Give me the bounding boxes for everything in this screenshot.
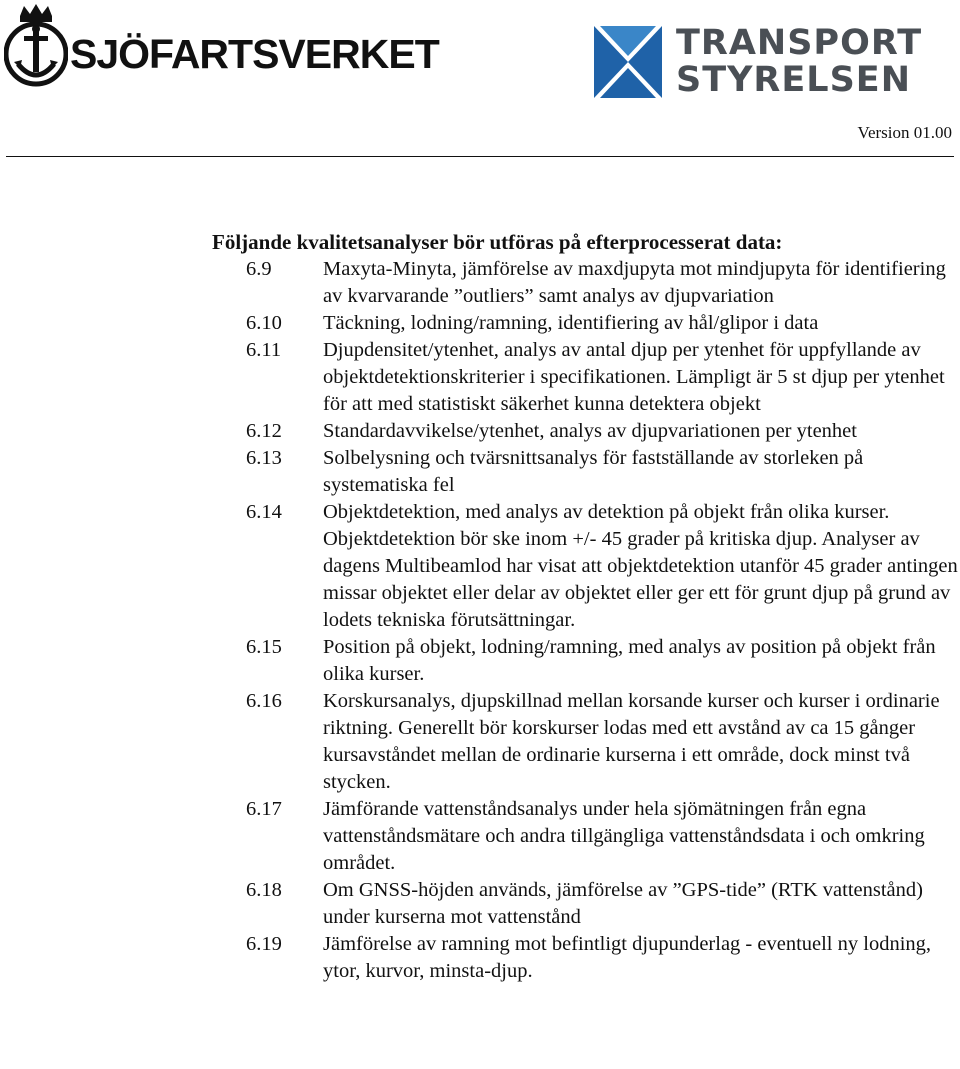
header-rule — [6, 156, 954, 157]
crown-anchor-crest-icon — [4, 2, 68, 94]
list-item — [212, 877, 960, 931]
item-text: Täckning, lodning/ramning, identifiering av hål/glipor i data — [323, 312, 819, 334]
list-item — [212, 310, 960, 337]
item-number: 6.13 — [246, 447, 282, 469]
item-number: 6.10 — [246, 312, 282, 334]
item-number: 6.18 — [246, 879, 282, 901]
section-heading: Följande kvalitetsanalyser bör utföras på efterprocesserat data: — [212, 230, 783, 254]
sjofartsverket-logo — [4, 2, 439, 94]
version-label: Version 01.00 — [857, 123, 952, 142]
transportstyrelsen-logo — [594, 23, 923, 100]
item-text: Jämförelse av ramning mot befintligt djupunderlag - eventuell ny lodning, ytor, kurvor, minsta-djup. — [323, 933, 932, 982]
list-item — [212, 796, 960, 877]
item-number: 6.19 — [246, 933, 282, 955]
item-number: 6.15 — [246, 636, 282, 658]
item-number: 6.9 — [246, 258, 272, 280]
document-body — [212, 229, 960, 985]
item-number: 6.14 — [246, 501, 282, 523]
item-text: Maxyta-Minyta, jämförelse av maxdjupyta mot mindjupyta för identifiering av kvarvarande ”outliers” samt analys av djupvariation — [323, 258, 946, 307]
analysis-list — [212, 256, 960, 985]
item-text: Korskursanalys, djupskillnad mellan korsande kurser och kurser i ordinarie riktning. Generellt bör korskurser lodas med ett avstånd av ca 15 gånger kursavståndet mellan de ordinarie kurserna i ett område, dock minst två stycken. — [323, 690, 940, 793]
list-item — [212, 931, 960, 985]
list-item — [212, 256, 960, 310]
list-item — [212, 634, 960, 688]
item-number: 6.17 — [246, 798, 282, 820]
item-text: Jämförande vattenståndsanalys under hela sjömätningen från egna vattenståndsmätare och andra tillgängliga vattenståndsdata i och omkring området. — [323, 798, 925, 874]
logo-right-line1: TRANSPORT — [676, 23, 923, 63]
item-text: Standardavvikelse/ytenhet, analys av djupvariationen per ytenhet — [323, 420, 857, 442]
list-item — [212, 418, 960, 445]
logo-left-text: SJÖFARTSVERKET — [70, 31, 439, 77]
item-number: 6.12 — [246, 420, 282, 442]
item-number: 6.16 — [246, 690, 282, 712]
item-number: 6.11 — [246, 339, 282, 361]
item-text: Djupdensitet/ytenhet, analys av antal djup per ytenhet för uppfyllande av objektdetektionskriterier i specifikationen. Lämpligt är 5 st djup per ytenhet för att med statistiskt säkerhet kunna detektera objekt — [323, 339, 945, 415]
logo-right-line2: STYRELSEN — [676, 60, 911, 100]
transportstyrelsen-mark-icon — [594, 26, 662, 98]
page-header — [0, 0, 960, 160]
item-text: Solbelysning och tvärsnittsanalys för fastställande av storleken på systematiska fel — [323, 447, 864, 496]
list-item — [212, 445, 960, 499]
item-text: Om GNSS-höjden används, jämförelse av ”GPS-tide” (RTK vattenstånd) under kurserna mot vattenstånd — [323, 879, 923, 928]
item-text: Objektdetektion, med analys av detektion på objekt från olika kurser. Objektdetektion bör ske inom +/- 45 grader på kritiska djup. Analyser av dagens Multibeamlod har visat att objektdetektion utanför 45 grader antingen missar objektet eller delar av objektet eller ger ett för grunt djup på grund av lodets tekniska förutsättningar. — [323, 501, 958, 631]
list-item — [212, 688, 960, 796]
list-item — [212, 499, 960, 634]
list-item — [212, 337, 960, 418]
item-text: Position på objekt, lodning/ramning, med analys av position på objekt från olika kurser. — [323, 636, 936, 685]
